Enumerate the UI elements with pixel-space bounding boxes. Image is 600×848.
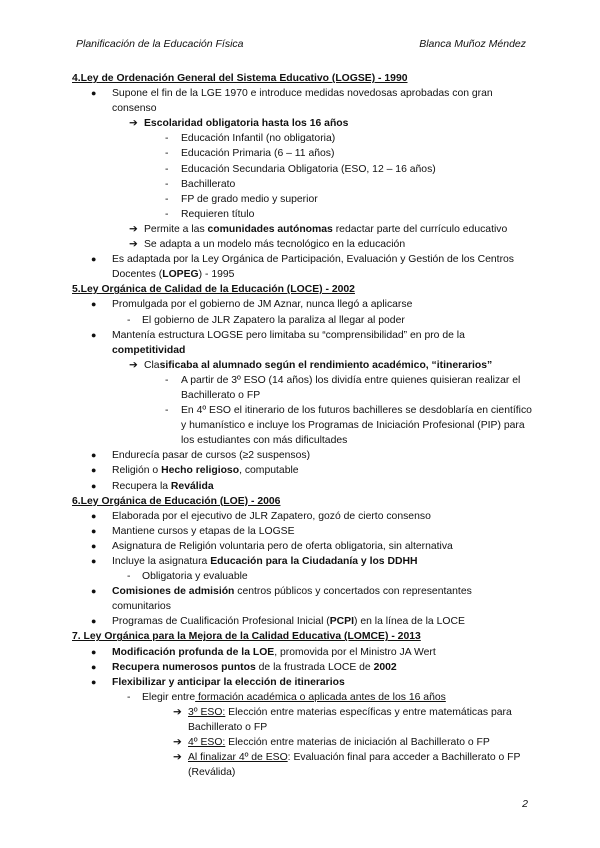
list-item: ● Mantiene cursos y etapas de la LOGSE: [72, 524, 532, 539]
arrow-icon: ➔: [129, 223, 138, 235]
list-item: ● Incluye la asignatura Educación para la Ciudadanía y los DDHH: [72, 554, 532, 569]
section-title: 5.Ley Orgánica de Calidad de la Educación (LOCE) - 2002: [72, 284, 355, 296]
list-item: - Educación Secundaria Obligatoria (ESO, 12 – 16 años): [72, 162, 532, 177]
list-item: ➔ 4º ESO: Elección entre materias de iniciación al Bachillerato o FP: [72, 735, 532, 750]
bullet-icon: ●: [91, 450, 97, 461]
list-item: ➔ Clasificaba al alumnado según el rendimiento académico, “itinerarios”: [72, 358, 532, 373]
dash-icon: -: [127, 691, 131, 703]
dash-icon: -: [165, 208, 169, 220]
bullet-icon: ●: [91, 646, 97, 657]
list-item: - En 4º ESO el itinerario de los futuros bachilleres se desdoblaría en científico y humanístico e incluye los Programas de Iniciación Profesional (PIP) para los estudiantes con más dificultades: [165, 405, 532, 447]
bullet-icon: ●: [91, 329, 97, 340]
dash-icon: -: [165, 133, 169, 145]
list-item: - Educación Infantil (no obligatoria): [72, 131, 532, 146]
section-title: 7. Ley Orgánica para la Mejora de la Calidad Educativa (LOMCE) - 2013: [72, 631, 421, 643]
header-right: Blanca Muñoz Méndez: [419, 38, 526, 50]
list-item: ➔ Permite a las comunidades autónomas redactar parte del currículo educativo: [72, 222, 532, 237]
list-item: ● Supone el fin de la LGE 1970 e introduce medidas novedosas aprobadas con gran consenso: [91, 88, 493, 115]
list-item: ● Endurecía pasar de cursos (≥2 suspensos): [72, 448, 532, 463]
dash-icon: -: [127, 314, 131, 326]
dash-icon: -: [165, 163, 169, 175]
section-title: 6.Ley Orgánica de Educación (LOE) - 2006: [72, 495, 281, 507]
bullet-icon: ●: [91, 586, 97, 597]
dash-icon: -: [165, 148, 169, 160]
arrow-icon: ➔: [173, 752, 182, 764]
header-left: Planificación de la Educación Física: [76, 38, 244, 50]
list-item: - El gobierno de JLR Zapatero la paraliza al llegar al poder: [72, 313, 532, 328]
bullet-icon: ●: [91, 465, 97, 476]
bullet-icon: ●: [91, 254, 97, 265]
list-item: - A partir de 3º ESO (14 años) los dividía entre quienes quisieran realizar el Bachillerato o FP: [165, 374, 521, 401]
list-item: ● Elaborada por el ejecutivo de JLR Zapatero, gozó de cierto consenso: [72, 509, 532, 524]
dash-icon: -: [165, 374, 169, 386]
arrow-icon: ➔: [129, 359, 138, 371]
dash-icon: -: [165, 193, 169, 205]
list-item: ● Modificación profunda de la LOE, promovida por el Ministro JA Wert: [72, 645, 532, 660]
list-item: ● Recupera la Reválida: [72, 479, 532, 494]
bullet-icon: ●: [91, 525, 97, 536]
list-item: ● Flexibilizar y anticipar la elección de itinerarios: [72, 675, 532, 690]
list-item: ● Comisiones de admisión centros públicos y concertados con representantes comunitarios: [91, 586, 472, 613]
list-item: ● Mantenía estructura LOGSE pero limitaba su “comprensibilidad” en pro de la competitividad: [91, 329, 465, 356]
list-item: - Educación Primaria (6 – 11 años): [72, 146, 532, 161]
list-item: - Requieren título: [72, 207, 532, 222]
bullet-icon: ●: [91, 88, 97, 99]
list-item: ➔ 3º ESO: Elección entre materias específicas y entre matemáticas para Bachillerato o FP: [173, 706, 512, 734]
bullet-icon: ●: [91, 676, 97, 687]
list-item: ➔ Se adapta a un modelo más tecnológico en la educación: [72, 237, 532, 252]
list-item: ➔ Al finalizar 4º de ESO: Evaluación final para acceder a Bachillerato o FP (Reválida): [173, 752, 521, 779]
bullet-icon: ●: [91, 299, 97, 310]
arrow-icon: ➔: [129, 239, 138, 251]
section-title: 4.Ley de Ordenación General del Sistema Educativo (LOGSE) - 1990: [72, 73, 408, 84]
page-number: 2: [522, 798, 528, 810]
list-item: ● Religión o Hecho religioso, computable: [72, 463, 532, 478]
list-item: ● Recupera numerosos puntos de la frustrada LOCE de 2002: [72, 660, 532, 675]
list-item: ➔ Escolaridad obligatoria hasta los 16 años: [72, 116, 532, 131]
list-item: ● Asignatura de Religión voluntaria pero de oferta obligatoria, sin alternativa: [72, 539, 532, 554]
document-body: [72, 71, 532, 780]
bullet-icon: ●: [91, 556, 97, 566]
dash-icon: -: [127, 571, 131, 583]
bullet-icon: ●: [91, 661, 97, 672]
dash-icon: -: [165, 178, 169, 190]
bullet-icon: ●: [91, 480, 97, 491]
list-item: ● Programas de Cualificación Profesional Inicial (PCPI) en la línea de la LOCE: [72, 614, 532, 629]
list-item: - Elegir entre formación académica o aplicada antes de los 16 años: [72, 690, 532, 705]
bullet-icon: ●: [91, 510, 97, 521]
arrow-icon: ➔: [173, 737, 182, 749]
list-item: - Obligatoria y evaluable: [72, 569, 532, 584]
dash-icon: -: [165, 405, 169, 417]
list-item: ● Promulgada por el gobierno de JM Aznar, nunca llegó a aplicarse: [72, 297, 532, 312]
arrow-icon: ➔: [129, 118, 138, 130]
list-item: - FP de grado medio y superior: [72, 192, 532, 207]
list-item: - Bachillerato: [72, 177, 532, 192]
list-item: ● Es adaptada por la Ley Orgánica de Participación, Evaluación y Gestión de los Centros Docentes (LOPEG) - 1995: [91, 254, 515, 281]
bullet-icon: ●: [91, 540, 97, 551]
arrow-icon: ➔: [173, 706, 182, 718]
bullet-icon: ●: [91, 616, 97, 627]
